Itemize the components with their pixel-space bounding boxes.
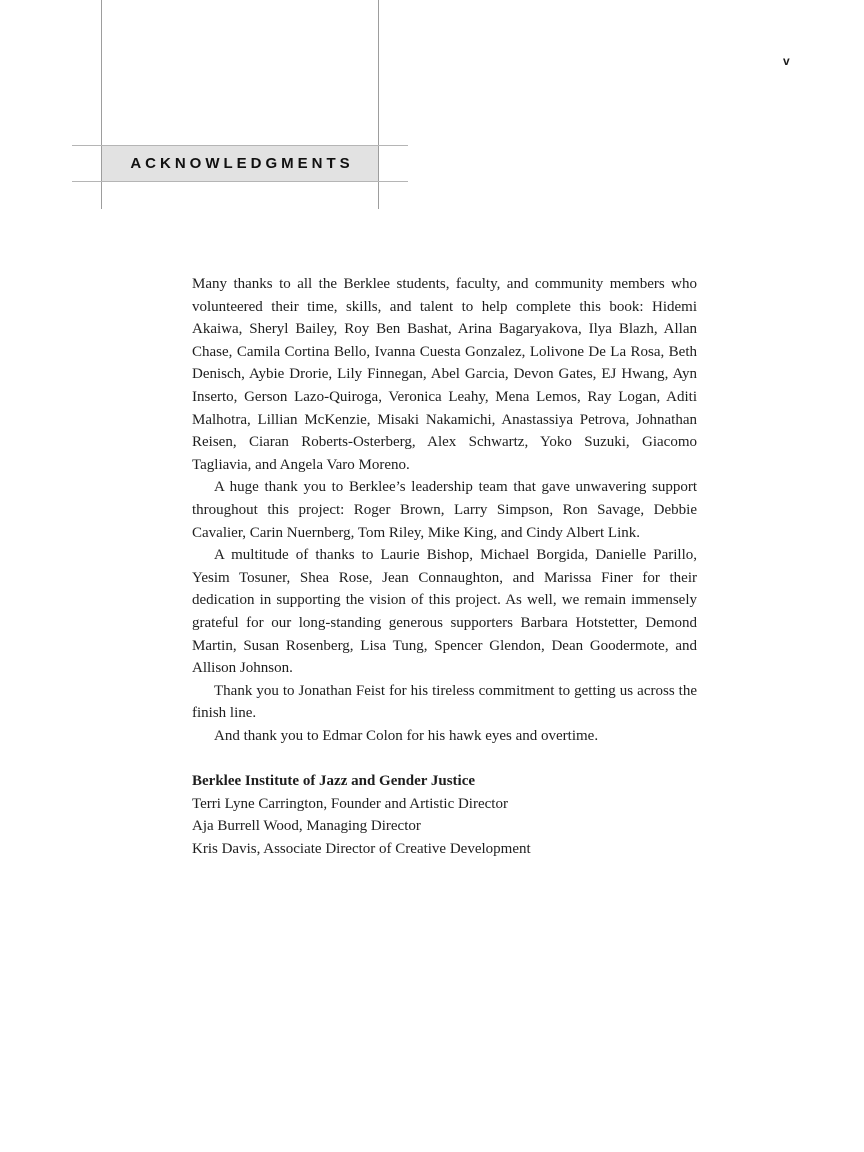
chapter-title: ACKNOWLEDGMENTS (130, 155, 354, 172)
horizontal-rule-bottom (72, 181, 408, 182)
credit-line: Kris Davis, Associate Director of Creative Development (192, 840, 531, 857)
paragraph-edmar-colon: And thank you to Edmar Colon for his hawk eyes and overtime. (214, 727, 599, 744)
credits-organization: Berklee Institute of Jazz and Gender Justice (192, 773, 476, 790)
chapter-header-box (102, 146, 378, 181)
paragraph-thanks-volunteers: Many thanks to all the Berklee students, faculty, and community members who volunteered their time, skills, and talent to help complete this book: Hidemi Akaiwa, Sheryl Bailey, Roy Ben Bashat, Arina Bagaryakova, Ilya Blazh, Allan Chase, Camila Cortina Bello, Ivanna Cuesta Gonzalez, Lolivone De La Rosa, Beth Denisch, Aybie Drorie, Lily Finnegan, Abel Garcia, Devon Gates, EJ Hwang, Ayn Inserto, Gerson Lazo-Quiroga, Veronica Leahy, Mena Lemos, Ray Logan, Aditi Malhotra, Lillian McKenzie, Misaki Nakamichi, Anastassiya Petrova, Johnathan Reisen, Ciaran Roberts-Osterberg, Alex Schwartz, Yoko Suzuki, Giacomo Tagliavia, and Angela Varo Moreno. (192, 276, 697, 473)
body-text (192, 273, 697, 860)
credit-line: Terri Lyne Carrington, Founder and Artistic Director (192, 795, 508, 812)
paragraph-jonathan-feist: Thank you to Jonathan Feist for his tireless commitment to getting us across the finish line. (192, 682, 697, 722)
vertical-rule-right (378, 0, 379, 209)
paragraph-supporters: A multitude of thanks to Laurie Bishop, Michael Borgida, Danielle Parillo, Yesim Tosuner, Shea Rose, Jean Connaughton, and Marissa Finer for their dedication in supporting the vision of this project. As well, we remain immensely grateful for our long-standing generous supporters Barbara Hotstetter, Demond Martin, Susan Rosenberg, Lisa Tung, Spencer Glendon, Dean Goodermote, and Allison Johnson. (192, 547, 697, 677)
credits-block (192, 770, 697, 860)
paragraph-leadership-team: A huge thank you to Berklee’s leadership team that gave unwavering support throughout this project: Roger Brown, Larry Simpson, Ron Savage, Debbie Cavalier, Carin Nuernberg, Tom Riley, Mike King, and Cindy Albert Link. (192, 479, 697, 541)
credit-line: Aja Burrell Wood, Managing Director (192, 818, 421, 835)
page-number: v (783, 54, 790, 68)
